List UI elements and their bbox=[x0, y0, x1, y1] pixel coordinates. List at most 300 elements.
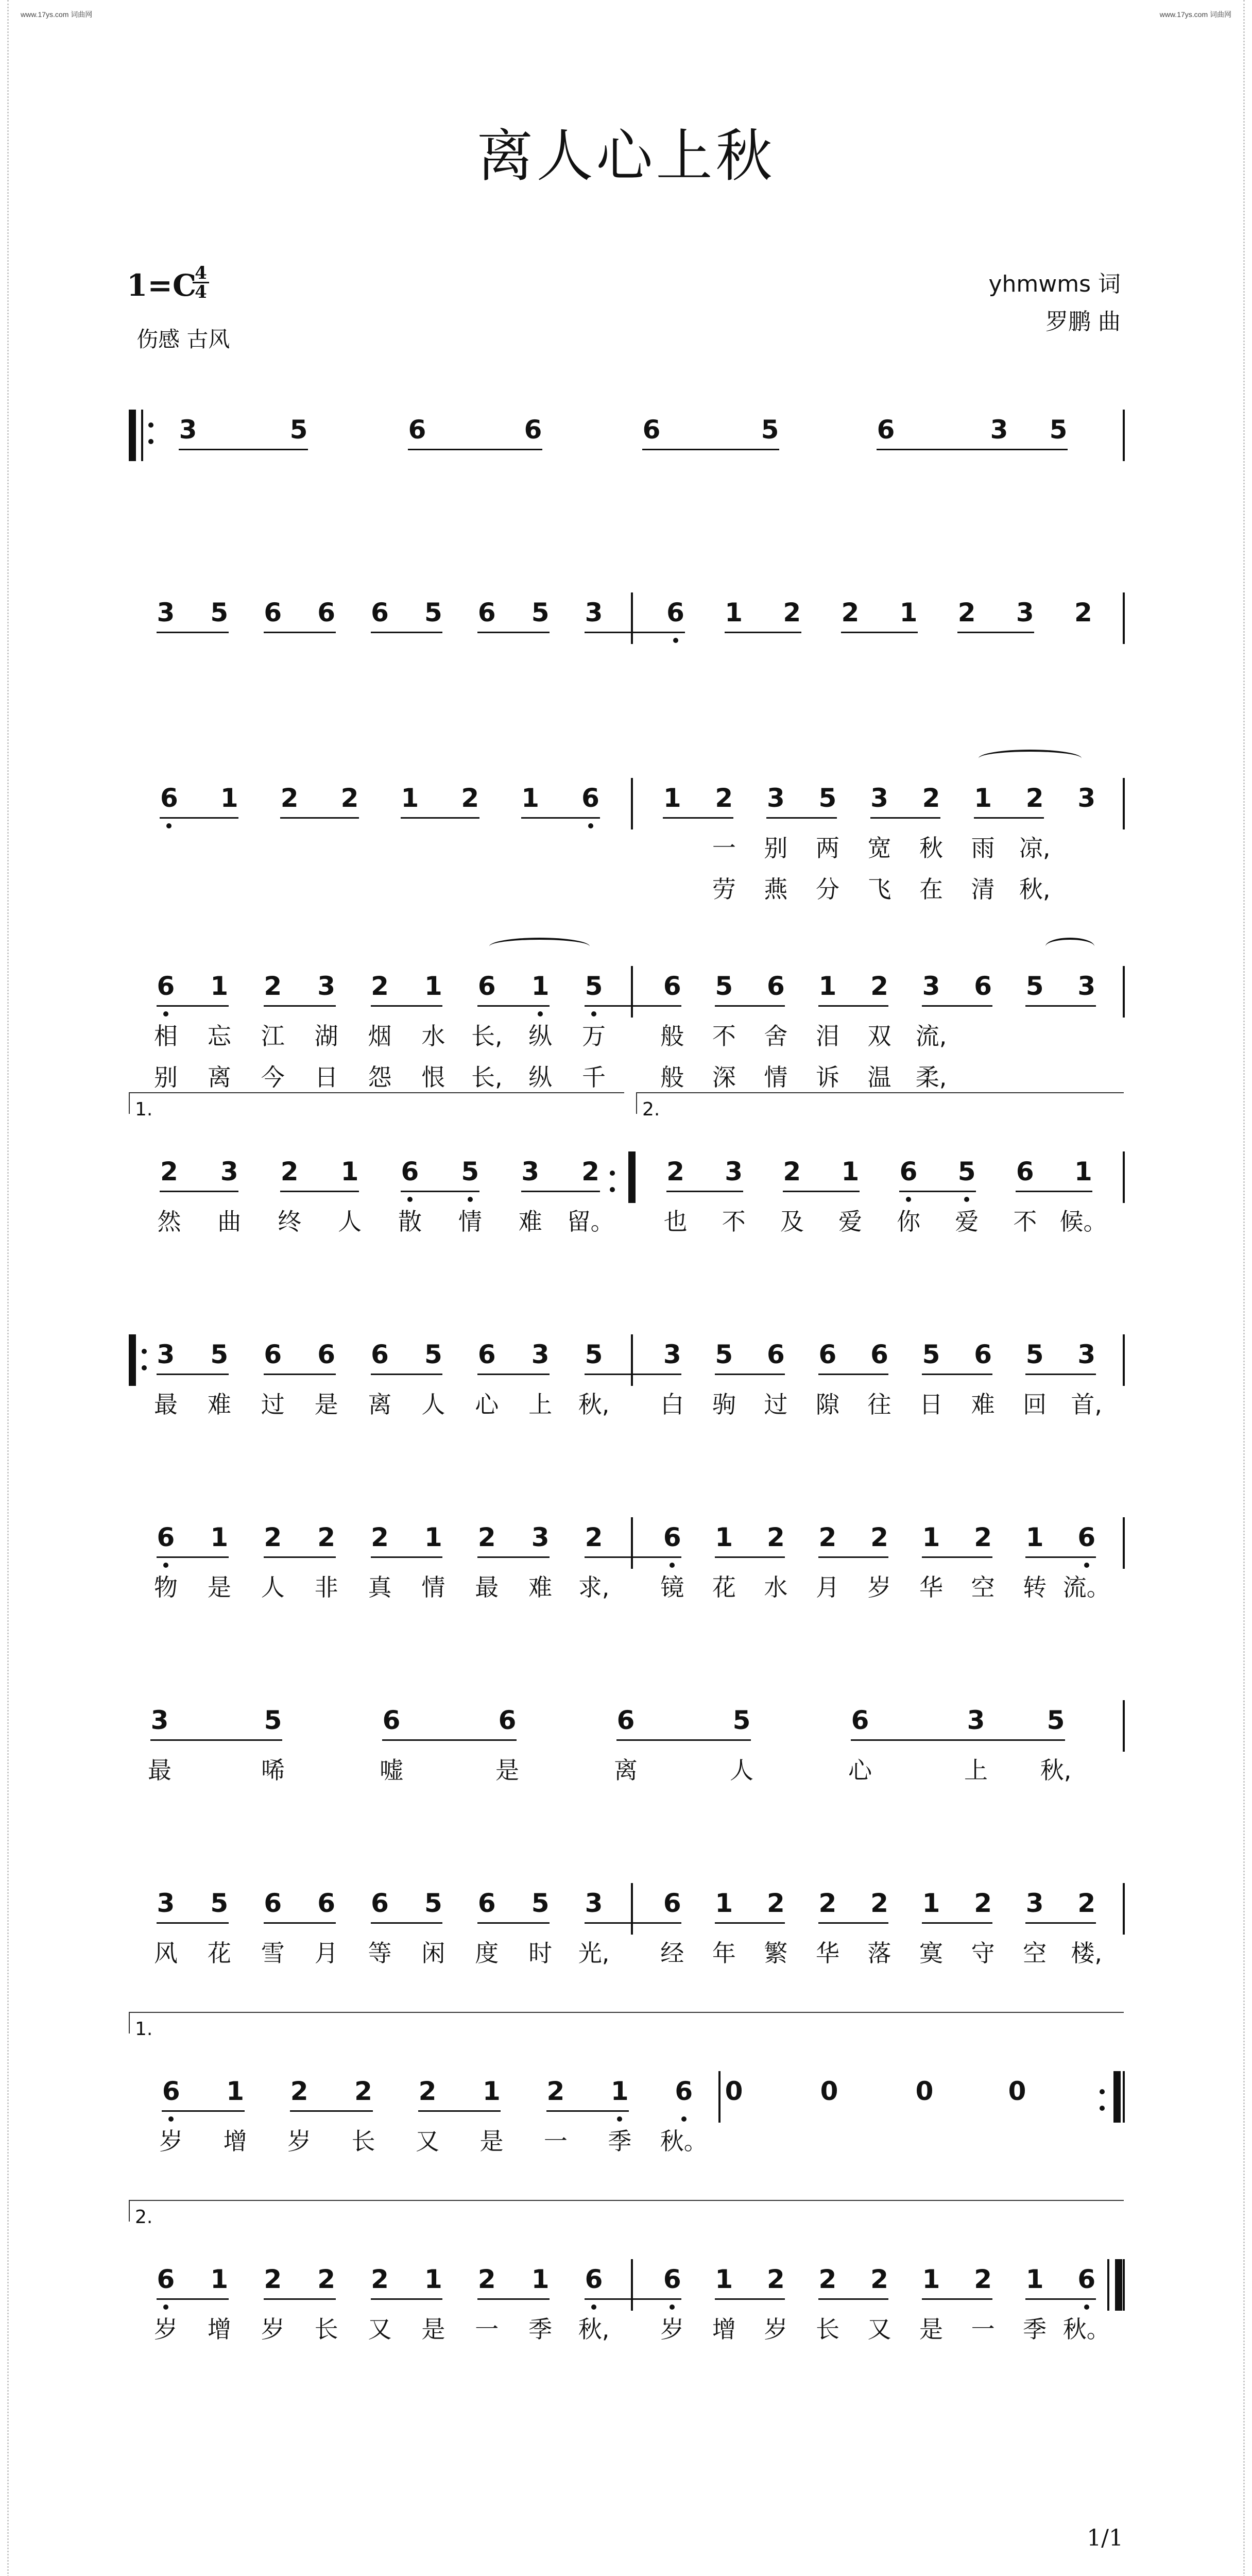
bar-line bbox=[631, 1334, 633, 1386]
note: 1 bbox=[424, 971, 442, 1001]
note: 1 bbox=[210, 1522, 229, 1552]
note: 6 bbox=[317, 1888, 336, 1918]
eighth-beam bbox=[371, 1005, 443, 1007]
lyric-syllable: 飞 bbox=[867, 875, 891, 903]
note: 3 bbox=[967, 1705, 985, 1735]
eighth-beam bbox=[766, 817, 837, 819]
lyric-syllable: 非 bbox=[314, 1573, 338, 1601]
lyric-syllable: 纵 bbox=[528, 1022, 553, 1050]
bar-line bbox=[1123, 2259, 1125, 2311]
bar-line bbox=[1123, 1517, 1125, 1569]
eighth-beam bbox=[160, 817, 238, 819]
lower-octave-dot bbox=[163, 1563, 168, 1568]
note: 6 bbox=[663, 2264, 681, 2294]
lower-octave-dot bbox=[168, 2116, 174, 2122]
page-border-right bbox=[1243, 0, 1245, 2576]
lyric-syllable: 长 bbox=[815, 2315, 839, 2343]
eighth-beam bbox=[157, 1922, 229, 1924]
note: 2 bbox=[666, 1157, 684, 1187]
lyric-syllable: 别 bbox=[153, 1063, 178, 1091]
lyric-syllable: 最 bbox=[475, 1573, 499, 1601]
lyric-syllable: 秋, bbox=[578, 1391, 610, 1418]
lyric-syllable: 又 bbox=[368, 2315, 392, 2343]
lower-octave-dot bbox=[163, 1011, 168, 1016]
lyric-syllable: 离 bbox=[614, 1756, 638, 1784]
note: 2 bbox=[264, 2264, 282, 2294]
note: 3 bbox=[157, 598, 175, 628]
lyric-syllable: 日 bbox=[919, 1391, 944, 1418]
bar-line bbox=[1123, 592, 1125, 644]
note: 5 bbox=[461, 1157, 479, 1187]
note: 5 bbox=[1025, 971, 1044, 1001]
lyric-syllable: 然 bbox=[157, 1208, 181, 1235]
eighth-beam bbox=[162, 2110, 244, 2112]
lyric-syllable: 宽 bbox=[867, 834, 891, 862]
note: 3 bbox=[317, 971, 336, 1001]
note: 2 bbox=[160, 1157, 178, 1187]
eighth-beam bbox=[666, 1191, 743, 1192]
note: 1 bbox=[340, 1157, 359, 1187]
eighth-beam bbox=[290, 2110, 372, 2112]
lyric-syllable: 求, bbox=[578, 1573, 610, 1601]
note: 1 bbox=[1025, 1522, 1044, 1552]
note: 5 bbox=[761, 415, 779, 445]
lyric-syllable: 秋, bbox=[578, 2315, 610, 2343]
note: 2 bbox=[371, 1522, 389, 1552]
lyric-syllable: 一 bbox=[475, 2315, 499, 2343]
eighth-beam bbox=[585, 1374, 681, 1375]
lyric-syllable: 秋。 bbox=[1062, 2315, 1110, 2343]
eighth-beam bbox=[715, 2298, 785, 2300]
note: 2 bbox=[477, 2264, 496, 2294]
lyric-syllable: 往 bbox=[867, 1391, 891, 1418]
volta-bracket bbox=[129, 2200, 1124, 2222]
bar-line bbox=[631, 1883, 633, 1935]
repeat-end-thick bbox=[1113, 2071, 1121, 2123]
note: 5 bbox=[1047, 1705, 1065, 1735]
lyric-syllable: 长, bbox=[471, 1063, 503, 1091]
lyric-syllable: 经 bbox=[660, 1939, 684, 1967]
bar-line bbox=[1123, 966, 1125, 1018]
lyric-syllable: 季 bbox=[1023, 2315, 1047, 2343]
repeat-dot bbox=[610, 1171, 615, 1176]
eighth-beam bbox=[818, 1374, 889, 1375]
lyric-syllable: 一 bbox=[712, 834, 736, 862]
note: 6 bbox=[663, 1888, 681, 1918]
eighth-beam bbox=[521, 817, 600, 819]
note: 6 bbox=[317, 598, 336, 628]
repeat-dot bbox=[610, 1187, 615, 1192]
eighth-beam bbox=[585, 632, 685, 633]
lyric-syllable: 是 bbox=[495, 1756, 519, 1784]
lyric-syllable: 回 bbox=[1023, 1391, 1047, 1418]
eighth-beam bbox=[922, 2298, 992, 2300]
note: 5 bbox=[957, 1157, 976, 1187]
note: 1 bbox=[715, 2264, 733, 2294]
note: 6 bbox=[675, 2076, 693, 2106]
repeat-start-thick bbox=[129, 1334, 136, 1386]
note: 2 bbox=[818, 1522, 837, 1552]
eighth-beam bbox=[922, 1922, 992, 1924]
eighth-beam bbox=[616, 1739, 751, 1741]
note: 0 bbox=[915, 2076, 934, 2106]
eighth-beam bbox=[818, 1005, 889, 1007]
lyric-syllable: 雪 bbox=[261, 1939, 285, 1967]
eighth-beam bbox=[401, 817, 479, 819]
eighth-beam bbox=[264, 1005, 336, 1007]
lyric-syllable: 情 bbox=[458, 1208, 482, 1235]
slur bbox=[489, 938, 590, 955]
lyric-syllable: 增 bbox=[207, 2315, 231, 2343]
lyric-syllable: 楼, bbox=[1071, 1939, 1103, 1967]
note: 5 bbox=[424, 1888, 442, 1918]
eighth-beam bbox=[477, 1922, 550, 1924]
note: 3 bbox=[220, 1157, 238, 1187]
lyric-syllable: 是 bbox=[207, 1573, 231, 1601]
eighth-beam bbox=[1016, 1191, 1092, 1192]
lyric-syllable: 长 bbox=[351, 2127, 375, 2155]
note: 6 bbox=[157, 1522, 175, 1552]
note: 2 bbox=[581, 1157, 599, 1187]
note: 2 bbox=[1074, 598, 1092, 628]
note: 3 bbox=[157, 1888, 175, 1918]
note: 6 bbox=[264, 1888, 282, 1918]
note: 1 bbox=[922, 1522, 940, 1552]
eighth-beam bbox=[715, 1556, 785, 1558]
lyric-syllable: 闲 bbox=[421, 1939, 445, 1967]
note: 6 bbox=[264, 598, 282, 628]
note: 2 bbox=[477, 1522, 496, 1552]
note: 6 bbox=[666, 598, 684, 628]
lyric-syllable: 别 bbox=[764, 834, 788, 862]
eighth-beam bbox=[371, 632, 443, 633]
note: 1 bbox=[531, 971, 550, 1001]
note: 1 bbox=[1074, 1157, 1092, 1187]
lyric-syllable: 繁 bbox=[764, 1939, 788, 1967]
repeat-start-thick bbox=[129, 410, 136, 461]
note: 5 bbox=[531, 598, 550, 628]
note: 6 bbox=[870, 1340, 888, 1369]
note: 2 bbox=[715, 783, 733, 813]
eighth-beam bbox=[877, 449, 1068, 450]
lyric-syllable: 人 bbox=[338, 1208, 362, 1235]
lyric-syllable: 增 bbox=[712, 2315, 736, 2343]
note: 6 bbox=[766, 1340, 785, 1369]
note: 2 bbox=[317, 1522, 336, 1552]
repeat-dot bbox=[142, 1349, 147, 1354]
lyric-syllable: 等 bbox=[368, 1939, 392, 1967]
note: 6 bbox=[477, 598, 496, 628]
lyric-syllable: 清 bbox=[971, 875, 995, 903]
lyric-syllable: 镜 bbox=[660, 1573, 684, 1601]
eighth-beam bbox=[477, 2298, 550, 2300]
eighth-beam bbox=[160, 1191, 238, 1192]
note: 2 bbox=[818, 1888, 837, 1918]
note: 1 bbox=[226, 2076, 245, 2106]
lyric-syllable: 风 bbox=[153, 1939, 178, 1967]
lower-octave-dot bbox=[588, 823, 593, 828]
lyric-syllable: 寞 bbox=[919, 1939, 944, 1967]
repeat-start-thin bbox=[141, 410, 143, 461]
repeat-dot bbox=[148, 439, 153, 444]
lyric-syllable: 季 bbox=[608, 2127, 632, 2155]
lyric-syllable: 过 bbox=[261, 1391, 285, 1418]
eighth-beam bbox=[371, 2298, 443, 2300]
note: 5 bbox=[922, 1340, 940, 1369]
lyric-syllable: 离 bbox=[368, 1391, 392, 1418]
eighth-beam bbox=[371, 1922, 443, 1924]
lyric-syllable: 一 bbox=[971, 2315, 995, 2343]
note: 2 bbox=[766, 1522, 785, 1552]
eighth-beam bbox=[922, 1556, 992, 1558]
note: 1 bbox=[715, 1522, 733, 1552]
repeat-end-thick bbox=[628, 1151, 636, 1203]
lyric-syllable: 湖 bbox=[314, 1022, 338, 1050]
note: 6 bbox=[663, 971, 681, 1001]
eighth-beam bbox=[150, 1739, 282, 1741]
eighth-beam bbox=[157, 2298, 229, 2300]
lyric-syllable: 首, bbox=[1071, 1391, 1103, 1418]
lyric-syllable: 难 bbox=[528, 1573, 553, 1601]
note: 2 bbox=[922, 783, 940, 813]
lyric-syllable: 是 bbox=[314, 1391, 338, 1418]
lyric-syllable: 空 bbox=[971, 1573, 995, 1601]
note: 6 bbox=[851, 1705, 869, 1735]
lyric-syllable: 上 bbox=[964, 1756, 988, 1784]
eighth-beam bbox=[974, 817, 1044, 819]
note: 5 bbox=[818, 783, 837, 813]
note: 5 bbox=[289, 415, 308, 445]
lyricist-credit: yhmwms 词 bbox=[988, 271, 1121, 297]
lyric-syllable: 是 bbox=[421, 2315, 445, 2343]
eighth-beam bbox=[179, 449, 308, 450]
volta-bracket bbox=[129, 2012, 1124, 2033]
eighth-beam bbox=[899, 1191, 976, 1192]
eighth-beam bbox=[715, 1922, 785, 1924]
lyric-syllable: 恨 bbox=[421, 1063, 445, 1091]
note: 2 bbox=[280, 1157, 299, 1187]
note: 1 bbox=[841, 1157, 860, 1187]
note: 1 bbox=[922, 2264, 940, 2294]
note: 2 bbox=[340, 783, 359, 813]
bar-line bbox=[1123, 1700, 1125, 1752]
note: 2 bbox=[783, 1157, 801, 1187]
note: 3 bbox=[179, 415, 197, 445]
note: 3 bbox=[531, 1522, 550, 1552]
eighth-beam bbox=[382, 1739, 517, 1741]
lyric-syllable: 烟 bbox=[368, 1022, 392, 1050]
note: 1 bbox=[818, 971, 837, 1001]
bar-line bbox=[631, 778, 633, 829]
note: 1 bbox=[483, 2076, 501, 2106]
lyric-syllable: 深 bbox=[712, 1063, 736, 1091]
lyric-syllable: 流, bbox=[915, 1022, 947, 1050]
eighth-beam bbox=[585, 1005, 681, 1007]
note: 1 bbox=[531, 2264, 550, 2294]
bar-line bbox=[631, 966, 633, 1018]
eighth-beam bbox=[280, 1191, 359, 1192]
eighth-beam bbox=[546, 2110, 629, 2112]
lower-octave-dot bbox=[163, 2304, 168, 2310]
key-signature: 1=C bbox=[127, 268, 197, 303]
bar-line bbox=[631, 1517, 633, 1569]
note: 2 bbox=[841, 598, 860, 628]
note: 6 bbox=[616, 1705, 635, 1735]
lyric-syllable: 不 bbox=[1013, 1208, 1037, 1235]
time-signature bbox=[191, 265, 211, 300]
lyric-syllable: 水 bbox=[764, 1573, 788, 1601]
note: 1 bbox=[899, 598, 918, 628]
note: 6 bbox=[477, 1888, 496, 1918]
note: 3 bbox=[521, 1157, 540, 1187]
lyric-syllable: 万 bbox=[582, 1022, 606, 1050]
note: 5 bbox=[715, 1340, 733, 1369]
note: 5 bbox=[732, 1705, 751, 1735]
note: 3 bbox=[585, 598, 603, 628]
eighth-beam bbox=[1025, 2298, 1096, 2300]
eighth-beam bbox=[957, 632, 1034, 633]
lyric-syllable: 雨 bbox=[971, 834, 995, 862]
note: 2 bbox=[585, 1522, 603, 1552]
note: 6 bbox=[477, 971, 496, 1001]
bar-line bbox=[1123, 778, 1125, 829]
lyric-syllable: 岁 bbox=[867, 1573, 891, 1601]
lyric-syllable: 秋。 bbox=[660, 2127, 708, 2155]
note: 2 bbox=[546, 2076, 565, 2106]
lyric-syllable: 忘 bbox=[207, 1022, 231, 1050]
eighth-beam bbox=[157, 1556, 229, 1558]
lyric-syllable: 千 bbox=[582, 1063, 606, 1091]
lyric-syllable: 两 bbox=[815, 834, 839, 862]
eighth-beam bbox=[477, 1556, 550, 1558]
eighth-beam bbox=[1025, 1556, 1096, 1558]
lyric-syllable: 爱 bbox=[955, 1208, 979, 1235]
lyric-syllable: 诉 bbox=[815, 1063, 839, 1091]
lower-octave-dot bbox=[964, 1197, 969, 1202]
note: 3 bbox=[531, 1340, 550, 1369]
final-thin bbox=[1107, 2259, 1109, 2311]
note: 6 bbox=[524, 415, 542, 445]
lower-octave-dot bbox=[538, 1011, 543, 1016]
note: 6 bbox=[899, 1157, 918, 1187]
eighth-beam bbox=[818, 1556, 889, 1558]
note: 2 bbox=[461, 783, 479, 813]
lyric-syllable: 怨 bbox=[368, 1063, 392, 1091]
note: 0 bbox=[1008, 2076, 1026, 2106]
lyric-syllable: 流。 bbox=[1062, 1573, 1110, 1601]
lyric-syllable: 驹 bbox=[712, 1391, 736, 1418]
eighth-beam bbox=[408, 449, 542, 450]
eighth-beam bbox=[157, 1005, 229, 1007]
lyric-syllable: 光, bbox=[578, 1939, 610, 1967]
eighth-beam bbox=[264, 1556, 336, 1558]
note: 6 bbox=[317, 1340, 336, 1369]
note: 6 bbox=[157, 2264, 175, 2294]
note: 2 bbox=[371, 971, 389, 1001]
note: 2 bbox=[870, 2264, 888, 2294]
lower-octave-dot bbox=[673, 638, 678, 643]
eighth-beam bbox=[818, 1922, 889, 1924]
final-thick bbox=[1115, 2259, 1122, 2311]
note: 6 bbox=[401, 1157, 419, 1187]
note: 3 bbox=[1016, 598, 1034, 628]
lyric-syllable: 劳 bbox=[712, 875, 736, 903]
note: 2 bbox=[418, 2076, 437, 2106]
eighth-beam bbox=[477, 1005, 550, 1007]
repeat-dot bbox=[1100, 2089, 1105, 2094]
lyric-syllable: 也 bbox=[663, 1208, 688, 1235]
note: 6 bbox=[498, 1705, 517, 1735]
eighth-beam bbox=[371, 1556, 443, 1558]
note: 5 bbox=[531, 1888, 550, 1918]
note: 5 bbox=[585, 971, 603, 1001]
note: 6 bbox=[477, 1340, 496, 1369]
note: 1 bbox=[725, 598, 743, 628]
lyric-syllable: 最 bbox=[153, 1391, 178, 1418]
lyric-syllable: 花 bbox=[207, 1939, 231, 1967]
lyric-syllable: 分 bbox=[815, 875, 839, 903]
volta-label: 1. bbox=[135, 2019, 153, 2040]
lyric-syllable: 白 bbox=[660, 1391, 684, 1418]
note: 3 bbox=[150, 1705, 169, 1735]
lyric-syllable: 年 bbox=[712, 1939, 736, 1967]
note: 3 bbox=[1077, 971, 1096, 1001]
bar-line bbox=[1123, 1334, 1125, 1386]
lower-octave-dot bbox=[468, 1197, 473, 1202]
note: 1 bbox=[715, 1888, 733, 1918]
note: 6 bbox=[371, 1340, 389, 1369]
note: 1 bbox=[521, 783, 540, 813]
lyric-syllable: 水 bbox=[421, 1022, 445, 1050]
note: 6 bbox=[642, 415, 661, 445]
note: 3 bbox=[990, 415, 1008, 445]
lyric-syllable: 相 bbox=[153, 1022, 178, 1050]
lyric-syllable: 般 bbox=[660, 1022, 684, 1050]
lyric-syllable: 过 bbox=[764, 1391, 788, 1418]
lyric-syllable: 柔, bbox=[915, 1063, 947, 1091]
lyric-syllable: 季 bbox=[528, 2315, 553, 2343]
lyric-syllable: 留。 bbox=[567, 1208, 614, 1235]
eighth-beam bbox=[477, 1374, 550, 1375]
note: 3 bbox=[1077, 1340, 1096, 1369]
lower-octave-dot bbox=[166, 823, 171, 828]
lyric-syllable: 华 bbox=[815, 1939, 839, 1967]
lyric-syllable: 落 bbox=[867, 1939, 891, 1967]
eighth-beam bbox=[585, 1922, 681, 1924]
note: 6 bbox=[877, 415, 895, 445]
lyric-syllable: 在 bbox=[919, 875, 944, 903]
volta-label: 2. bbox=[135, 2207, 153, 2228]
eighth-beam bbox=[280, 817, 359, 819]
lyric-syllable: 华 bbox=[919, 1573, 944, 1601]
lower-octave-dot bbox=[1084, 2304, 1089, 2310]
eighth-beam bbox=[642, 449, 779, 450]
volta-label: 2. bbox=[642, 1099, 660, 1120]
note: 1 bbox=[663, 783, 681, 813]
note: 3 bbox=[157, 1340, 175, 1369]
eighth-beam bbox=[1025, 1005, 1096, 1007]
lyric-syllable: 是 bbox=[919, 2315, 944, 2343]
note: 3 bbox=[922, 971, 940, 1001]
lower-octave-dot bbox=[681, 2116, 687, 2122]
lyric-syllable: 情 bbox=[421, 1573, 445, 1601]
note: 2 bbox=[371, 2264, 389, 2294]
page-border-left bbox=[7, 0, 9, 2576]
lyric-syllable: 秋 bbox=[919, 834, 944, 862]
bar-line bbox=[1123, 410, 1125, 461]
lyric-syllable: 花 bbox=[712, 1573, 736, 1601]
eighth-beam bbox=[725, 632, 801, 633]
